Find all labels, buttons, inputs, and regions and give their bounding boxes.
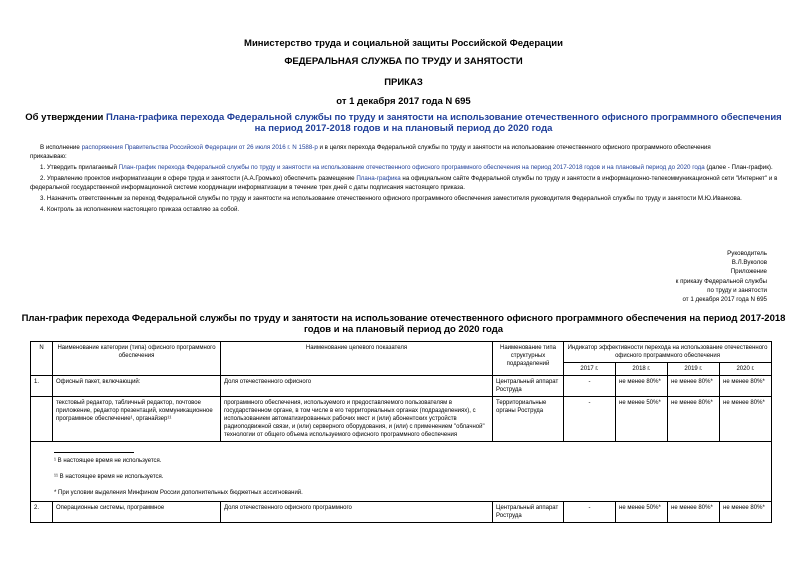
signer-name: В.Л.Вуколов <box>731 259 767 267</box>
row2-2020: не менее 80%* <box>720 502 772 523</box>
footnote-2: ¹¹ В настоящее время не используется. <box>54 474 164 480</box>
footnote-separator <box>54 452 134 453</box>
order-body <box>30 143 778 214</box>
ministry-name: Министерство труда и социальной защиты Российской Федерации <box>244 38 563 49</box>
row2-category: Операционные системы, программное <box>53 502 221 523</box>
service-name: ФЕДЕРАЛЬНАЯ СЛУЖБА ПО ТРУДУ И ЗАНЯТОСТИ <box>284 56 523 67</box>
row2-number: 2. <box>31 502 53 523</box>
government-decree-link[interactable]: распоряжения Правительства Российской Федерации от 26 июля 2016 г. N 1588-р <box>81 144 318 151</box>
title-plan-link[interactable]: Плана-графика перехода Федеральной службы по труду и занятости на использование отечественного офисного программного обеспечения на период 2017-2018 годов и на плановый период до 2020 года <box>106 112 782 134</box>
footnote-3: * При условии выделения Минфином России дополнительных бюджетных ассигнований. <box>54 490 303 496</box>
document-type: ПРИКАЗ <box>384 77 423 88</box>
plan-title: План-график перехода Федеральной службы по труду и занятости на использование отечественного офисного программного обеспечения на период 2017-2018 годов и на плановый период до 2020 года <box>21 313 786 335</box>
item-4: 4. Контроль за исполнением настоящего приказа оставляю за собой. <box>40 206 240 213</box>
row2-indicator: Доля отечественного офисного программного <box>221 502 493 523</box>
table-header-row <box>31 342 772 363</box>
item-1-text: 1. Утвердить прилагаемый <box>40 164 119 171</box>
appendix-line-2: по труду и занятости <box>707 286 767 294</box>
intro-text-post: и в целях перехода Федеральной службы по труду и занятости на использование отечественного офисного программного обеспечения <box>317 144 711 151</box>
document-title <box>20 112 787 134</box>
appendix-line-1: к приказу Федеральной службы <box>675 277 767 285</box>
col-2019: 2019 г. <box>668 363 720 376</box>
item-1-post: (далее - План-график). <box>704 164 773 171</box>
col-indicator: Наименование целевого показателя <box>221 342 493 376</box>
col-2020: 2020 г. <box>720 363 772 376</box>
table-row <box>31 376 772 397</box>
row1-number-empty <box>31 397 53 442</box>
signature-block <box>676 249 767 304</box>
row1-unit-a: Центральный аппарат Роструда <box>493 376 564 397</box>
table-row <box>31 397 772 442</box>
item-1 <box>30 163 778 172</box>
intro-paragraph <box>30 143 778 152</box>
row1-b-2018: не менее 50%* <box>616 397 668 442</box>
item-2 <box>30 174 778 192</box>
row2-unit: Центральный аппарат Роструда <box>493 502 564 523</box>
row1-b-2017: - <box>564 397 616 442</box>
col-unit: Наименование типа структурных подразделений <box>493 342 564 376</box>
col-2017: 2017 г. <box>564 363 616 376</box>
intro-text: В исполнение <box>40 144 82 151</box>
row1-unit-b: Территориальные органы Роструда <box>493 397 564 442</box>
plan-table <box>30 341 772 523</box>
row1-category-b: текстовый редактор, табличный редактор, почтовое приложение, редактор презентаций, коммуникационное программное обеспечение¹, органайзер¹¹ <box>53 397 221 442</box>
item-3: 3. Назначить ответственным за переход Федеральной службы по труду и занятости на использование отечественного офисного программного обеспечения заместителя руководителя Федеральной службы по труду и занятости М.Ю.Иванкова. <box>40 195 742 202</box>
row1-a-2020: не менее 80%* <box>720 376 772 397</box>
plan-link[interactable]: План-график перехода Федеральной службы по труду и занятости на использование отечественного офисного программного обеспечения на период 2017-2018 годов и на плановый период до 2020 года <box>118 164 705 171</box>
appendix-line-3: от 1 декабря 2017 года N 695 <box>682 296 767 304</box>
footnotes-row <box>31 442 772 502</box>
row2-2017: - <box>564 502 616 523</box>
row2-2019: не менее 80%* <box>668 502 720 523</box>
row2-2018: не менее 50%* <box>616 502 668 523</box>
row1-a-2017: - <box>564 376 616 397</box>
row1-a-2019: не менее 80%* <box>668 376 720 397</box>
appendix-label: Приложение <box>730 268 767 276</box>
document-date: от 1 декабря 2017 года N 695 <box>336 96 471 107</box>
footnote-1: ¹ В настоящее время не используется. <box>54 458 162 464</box>
order-word: приказываю: <box>30 153 67 160</box>
footnotes-cell <box>31 442 772 502</box>
row1-number: 1. <box>31 376 53 397</box>
plan-short-link[interactable]: Плана-графика <box>356 175 401 182</box>
title-prefix: Об утверждении <box>25 112 107 123</box>
row1-b-2020: не менее 80%* <box>720 397 772 442</box>
row1-indicator-a: Доля отечественного офисного <box>221 376 493 397</box>
table-row <box>31 502 772 523</box>
row1-b-2019: не менее 80%* <box>668 397 720 442</box>
col-2018: 2018 г. <box>616 363 668 376</box>
col-category: Наименование категории (типа) офисного программного обеспечения <box>53 342 221 376</box>
item-2-text: 2. Управлению проектов информатизации в сфере труда и занятости (А.А.Громыко) обеспечить размещение <box>40 175 357 182</box>
row1-indicator-b: программного обеспечения, используемого и предоставляемого пользователям в государственном органе, в том числе в его территориальных органах (подразделениях), с использованием автоматизированных рабочих мест и (или) абонентских устройств радиоподвижной связи, и (или) серверного оборудования, и (или) с применением "облачной" технологии от общего объема используемого офисного программного обеспечения <box>221 397 493 442</box>
row1-a-2018: не менее 80%* <box>616 376 668 397</box>
col-efficiency: Индикатор эффективности перехода на использование отечественного офисного программного обеспечения <box>564 342 772 363</box>
signer-role: Руководитель <box>727 250 767 257</box>
item-2-post: на официальном сайте Федеральной службы по труду и занятости в информационно-телекоммуникационной сети "Интернет" и в федеральной государственной информационной системе координации информатизации в течение трех дней с даты подписания настоящего приказа. <box>30 175 778 191</box>
col-number: N <box>31 342 53 376</box>
row1-category-a: Офисный пакет, включающий: <box>53 376 221 397</box>
